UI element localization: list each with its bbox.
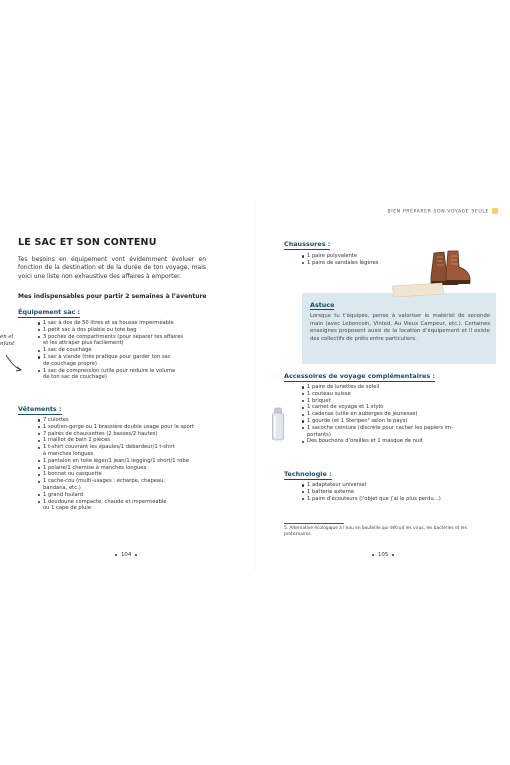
- astuce-text: Lorsque tu t’équipes, pense à valoriser le matériel de seconde main (avec Leboncoin, Vinted, Au Vieux Campeur, etc.). Certaines enseignes proposent aussi de la location d’équipement et il existe des collectifs de prêts entre particuliers.: [310, 313, 490, 342]
- chaussures-list: [302, 253, 432, 267]
- list-item-continued: à manches longues: [43, 450, 94, 457]
- accessoires-list: [302, 384, 502, 445]
- list-item-continued: portants): [307, 431, 331, 438]
- list-item: 1 paire de lunettes de soleil: [302, 384, 502, 391]
- list-item: 1 cache-cou (multi-usages : écharpe, chapeau,: [38, 478, 238, 485]
- technologie-heading: Technologie :: [284, 470, 332, 478]
- list-item: 1 sac de couchage: [38, 347, 228, 354]
- list-item: 1 gourde (et 1 Steripen⁵ selon le pays): [302, 418, 502, 425]
- accessoires-heading: Accessoires de voyage complémentaires :: [284, 372, 435, 380]
- list-item: 1 paire d’écouteurs (l’objet que j’ai le plus perdu…): [302, 496, 502, 503]
- list-item: 1 bonnet ou casquette: [38, 471, 238, 478]
- list-item: 1 paire polyvalente: [302, 253, 432, 260]
- running-head-text: BIEN PRÉPARER SON VOYAGE SEULE: [387, 209, 489, 215]
- list-item-continued: bandana, etc.): [43, 484, 81, 491]
- margin-handwritten-note: [0, 334, 20, 348]
- list-item: 1 grand foulard: [38, 492, 238, 499]
- list-item: 1 petit sac à dos pliable ou tote bag: [38, 327, 228, 334]
- list-item: 1 adaptateur universel: [302, 482, 502, 489]
- left-page: [0, 200, 254, 570]
- footnote: 5. Alternative écologique à l’eau en bouteille qui détruit les virus, les bactéries et les protozoaires.: [284, 526, 467, 537]
- list-item: 1 polaire/1 chemise à manches longues: [38, 465, 238, 472]
- technologie-list: [302, 482, 502, 502]
- list-item-continued: et les attraper plus facilement): [43, 340, 124, 347]
- list-item: Des bouchons d’oreilles et 1 masque de nuit: [302, 438, 502, 445]
- list-item-continued: de ton sac de couchage): [43, 374, 107, 381]
- list-item: 3 poches de compartiments (pour séparer tes affaires: [38, 334, 228, 341]
- astuce-label: Astuce: [310, 301, 335, 309]
- list-item-continued: de couchage propre): [43, 360, 97, 367]
- list-item: 1 couteau suisse: [302, 391, 502, 398]
- right-page: [256, 200, 510, 570]
- list-item: 1 briquet: [302, 398, 502, 405]
- curved-arrow-icon: [4, 353, 24, 375]
- list-item: 1 sac à viande (très pratique pour garder ton sac: [38, 354, 228, 361]
- page-number: [368, 552, 398, 558]
- page-number-text: 105: [378, 552, 389, 558]
- book-spread: [0, 200, 510, 570]
- list-item: 1 sacoche ceinture (discrète pour cacher les papiers im-: [302, 425, 502, 432]
- margin-note-line: nfant: [0, 341, 15, 347]
- list-item: 1 sac à dos de 50 litres et sa housse imperméable: [38, 320, 228, 327]
- margin-note-line: en el: [0, 334, 14, 340]
- list-item: 1 t-shirt couvrant les épaules/1 débardeur/1 t-shirt: [38, 444, 238, 451]
- equipement-heading: Équipement sac :: [18, 308, 81, 316]
- list-item: 1 soutien-gorge ou 1 brassière double usage pour le sport: [38, 424, 238, 431]
- page-number: [111, 552, 141, 558]
- page-title: LE SAC ET SON CONTENU: [18, 237, 157, 248]
- astuce-callout: [302, 293, 496, 364]
- list-item-continued: ou 1 cape de pluie: [43, 505, 92, 512]
- footnote-rule: [284, 523, 344, 524]
- vetements-list: [38, 417, 238, 512]
- subheading: Mes indispensables pour partir 2 semaines à l’aventure: [18, 293, 207, 300]
- list-item: 7 paires de chaussettes (2 basses/2 hautes): [38, 431, 238, 438]
- list-item: 1 paire de sandales légères: [302, 260, 432, 267]
- chaussures-heading: Chaussures :: [284, 240, 331, 248]
- list-item: 7 culottes: [38, 417, 238, 424]
- equipement-list: [38, 320, 228, 381]
- tape-strip-icon: [390, 281, 446, 299]
- list-item: 1 sac de compression (utile pour réduire le volume: [38, 368, 228, 375]
- list-item: 1 cadenas (utile en auberges de jeunesse): [302, 411, 502, 418]
- thermos-bottle-icon: [271, 407, 285, 441]
- list-item: 1 batterie externe: [302, 489, 502, 496]
- running-head: [388, 208, 498, 215]
- vetements-heading: Vêtements :: [18, 405, 62, 413]
- list-item: 1 maillot de bain 2 pièces: [38, 437, 238, 444]
- page-number-text: 104: [121, 552, 132, 558]
- list-item: 1 carnet de voyage et 1 stylo: [302, 404, 502, 411]
- list-item: 1 doudoune compacte, chaude et imperméable: [38, 499, 238, 506]
- intro-paragraph: Tes besoins en équipement vont évidemment évoluer en fonction de la destination et de la durée de ton voyage, mais voici une liste non exhaustive des affaires à emporter.: [18, 256, 206, 280]
- list-item: 1 pantalon en toile léger/1 jean/1 legging/1 short/1 robe: [38, 458, 238, 465]
- running-head-marker: [492, 208, 498, 214]
